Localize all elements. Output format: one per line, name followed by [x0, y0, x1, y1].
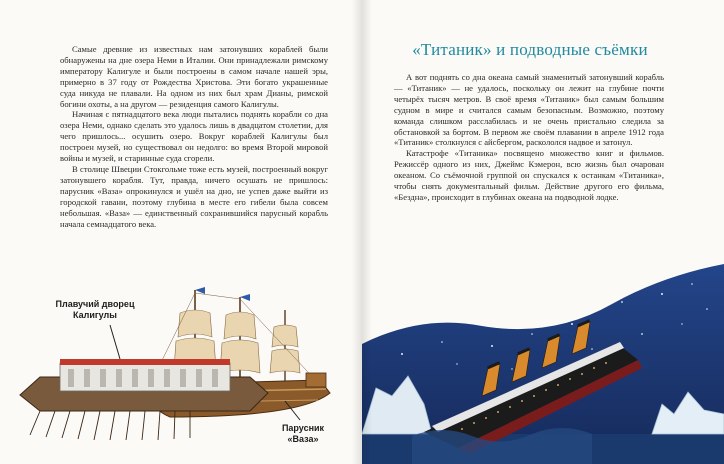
caption-palace-line1: Плавучий дворец	[55, 299, 135, 309]
caption-floating-palace	[40, 299, 150, 321]
left-page-text	[60, 44, 328, 229]
right-page-text	[394, 72, 664, 203]
caption-vasa	[268, 423, 338, 445]
book-gutter	[352, 0, 372, 464]
section-heading: «Титаник» и подводные съёмки	[412, 40, 648, 59]
paragraph-cameron: Катастрофе «Титаника» посвящено множество книг и фильмов. Режиссёр одного из них, Джеймс Кэмерон, всю жизнь был очарован океаном. Со съёмочной группой он спускался к останкам «Титаника», чтобы снять документальный фильм. Действие другого его фильма, «Бездна», происходит в глубинах океана на подводной лодке.	[394, 148, 664, 202]
paragraph-museum-nemi: Начиная с пятнадцатого века люди пытались поднять корабли со дна озера Неми, однако сделать это удалось лишь в двадцатом столетии, для чего пришлось... осушить озеро. Вокруг кораблей Калигулы был построен музей, но существовал он недолго: во время Второй мировой войны и музей, и старинные суда сгорели.	[60, 109, 328, 164]
caligula-floating-palace-icon	[20, 359, 268, 440]
caption-vasa-line2: «Ваза»	[287, 434, 319, 444]
paragraph-titanic-sinking: А вот поднять со дна океана самый знаменитый затонувший корабль — «Титаник» — не удалось, поскольку он лежит на глубине почти четырёх тысяч метров. В своё время «Титаник» был самым большим судном в мире и считался самым безопасным. Возможно, поэтому команда слишком расслабилась и не очень пристально следила за обстановкой за бортом. В первом же своём плавании в апреле 1912 года «Титаник» столкнулся с айсбергом, раскололся надвое и затонул.	[394, 72, 664, 148]
paragraph-nemi-ships: Самые древние из известных нам затонувших кораблей были обнаружены на дне озера Неми в Италии. Они принадлежали римскому императору Калигуле и были построены в самом начале нашей эры, примерно в 37 году от Рождества Христова. Эти богато украшенные суда никуда не плавали. На одном из них был храм Дианы, римской богини охоты, а на другом — резиденция самого Калигулы.	[60, 44, 328, 109]
caption-palace-line2: Калигулы	[73, 310, 117, 320]
caption-vasa-line1: Парусник	[281, 423, 325, 433]
titanic-illustration	[362, 264, 724, 464]
paragraph-vasa: В столице Швеции Стокгольме тоже есть музей, построенный вокруг затонувшего корабля. Тут, правда, ничего осушать не пришлось: парусник «Ваза» опрокинулся и ушёл на дно, не успев даже выйти из городской гавани, поэтому глубина в месте его гибели была совсем небольшая. «Ваза» — единственный сохранившийся парусный корабль начала семнадцатого века.	[60, 163, 328, 229]
